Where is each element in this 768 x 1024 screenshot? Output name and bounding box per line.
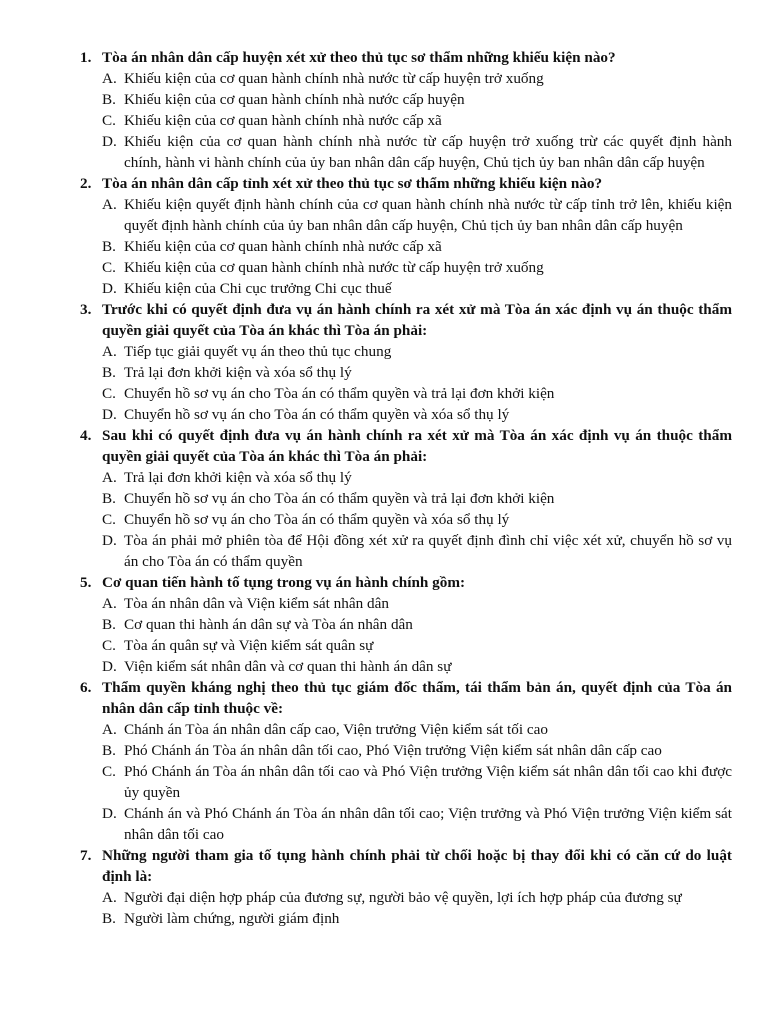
- option-text: Chuyển hồ sơ vụ án cho Tòa án có thẩm quyền và trả lại đơn khởi kiện: [124, 490, 555, 507]
- option-letter: B.: [102, 91, 116, 108]
- option-text: Phó Chánh án Tòa án nhân dân tối cao, Phó Viện trưởng Viện kiểm sát nhân dân cấp cao: [124, 742, 662, 759]
- answer-option: [80, 719, 732, 740]
- question-heading: [80, 845, 732, 887]
- option-text: Cơ quan thi hành án dân sự và Tòa án nhân dân: [124, 616, 413, 633]
- option-text: Tòa án quân sự và Viện kiểm sát quân sự: [124, 637, 374, 654]
- option-letter: D.: [102, 280, 117, 297]
- answer-option: [80, 278, 732, 299]
- option-text: Chánh án và Phó Chánh án Tòa án nhân dân tối cao; Viện trưởng và Phó Viện trưởng Viện kiểm sát nhân dân tối cao: [124, 805, 732, 843]
- question-1: [80, 47, 732, 173]
- option-letter: B.: [102, 238, 116, 255]
- option-text: Phó Chánh án Tòa án nhân dân tối cao và Phó Viện trưởng Viện kiểm sát nhân dân tối cao khi được ủy quyền: [124, 763, 732, 801]
- question-3: [80, 299, 732, 425]
- option-text: Chuyển hồ sơ vụ án cho Tòa án có thẩm quyền và xóa sổ thụ lý: [124, 511, 510, 528]
- question-text: Tòa án nhân dân cấp huyện xét xử theo thủ tục sơ thẩm những khiếu kiện nào?: [102, 49, 616, 66]
- answer-option: [80, 383, 732, 404]
- option-text: Chuyển hồ sơ vụ án cho Tòa án có thẩm quyền và xóa sổ thụ lý: [124, 406, 510, 423]
- option-letter: D.: [102, 406, 117, 423]
- answer-option: [80, 362, 732, 383]
- question-2: [80, 173, 732, 299]
- option-text: Viện kiểm sát nhân dân và cơ quan thi hành án dân sự: [124, 658, 452, 675]
- option-letter: C.: [102, 112, 116, 129]
- option-text: Khiếu kiện của cơ quan hành chính nhà nước từ cấp huyện trở xuống trừ các quyết định hành chính, hành vi hành chính của ủy ban nhân dân cấp huyện, Chủ tịch ủy ban nhân dân cấp huyện: [124, 133, 732, 171]
- answer-options: [80, 593, 732, 677]
- question-text: Những người tham gia tố tụng hành chính phải từ chối hoặc bị thay đổi khi có căn cứ do luật định là:: [102, 847, 732, 885]
- question-heading: [80, 47, 732, 68]
- option-text: Khiếu kiện của cơ quan hành chính nhà nước cấp xã: [124, 112, 442, 129]
- answer-option: [80, 488, 732, 509]
- option-text: Tiếp tục giải quyết vụ án theo thủ tục chung: [124, 343, 392, 360]
- option-letter: A.: [102, 469, 117, 486]
- option-text: Người đại diện hợp pháp của đương sự, người bảo vệ quyền, lợi ích hợp pháp của đương sự: [124, 889, 682, 906]
- question-text: Thẩm quyền kháng nghị theo thủ tục giám đốc thẩm, tái thẩm bản án, quyết định của Tòa án nhân dân cấp tỉnh thuộc về:: [102, 679, 732, 717]
- option-letter: B.: [102, 742, 116, 759]
- option-text: Chuyển hồ sơ vụ án cho Tòa án có thẩm quyền và trả lại đơn khởi kiện: [124, 385, 555, 402]
- option-letter: B.: [102, 364, 116, 381]
- answer-option: [80, 887, 732, 908]
- question-text: Tòa án nhân dân cấp tỉnh xét xử theo thủ tục sơ thẩm những khiếu kiện nào?: [102, 175, 603, 192]
- answer-option: [80, 194, 732, 236]
- option-letter: A.: [102, 889, 117, 906]
- question-number: 7.: [80, 847, 92, 864]
- option-letter: B.: [102, 910, 116, 927]
- option-text: Chánh án Tòa án nhân dân cấp cao, Viện trưởng Viện kiểm sát tối cao: [124, 721, 548, 738]
- question-heading: [80, 572, 732, 593]
- question-heading: [80, 173, 732, 194]
- answer-options: [80, 719, 732, 845]
- answer-option: [80, 530, 732, 572]
- answer-option: [80, 236, 732, 257]
- answer-option: [80, 656, 732, 677]
- question-heading: [80, 425, 732, 467]
- option-letter: C.: [102, 385, 116, 402]
- option-letter: A.: [102, 595, 117, 612]
- question-4: [80, 425, 732, 572]
- question-text: Trước khi có quyết định đưa vụ án hành chính ra xét xử mà Tòa án xác định vụ án thuộc thẩm quyền giải quyết của Tòa án khác thì Tòa án phải:: [102, 301, 732, 339]
- option-text: Khiếu kiện của cơ quan hành chính nhà nước từ cấp huyện trở xuống: [124, 70, 544, 87]
- answer-option: [80, 908, 732, 929]
- answer-option: [80, 89, 732, 110]
- option-text: Khiếu kiện của Chi cục trưởng Chi cục thuế: [124, 280, 392, 297]
- question-text: Cơ quan tiến hành tố tụng trong vụ án hành chính gồm:: [102, 574, 466, 591]
- question-7: [80, 845, 732, 929]
- option-letter: D.: [102, 532, 117, 549]
- answer-options: [80, 68, 732, 173]
- answer-options: [80, 194, 732, 299]
- option-text: Người làm chứng, người giám định: [124, 910, 340, 927]
- question-text: Sau khi có quyết định đưa vụ án hành chính ra xét xử mà Tòa án xác định vụ án thuộc thẩm quyền giải quyết của Tòa án khác thì Tòa án phải:: [102, 427, 732, 465]
- option-text: Trả lại đơn khởi kiện và xóa sổ thụ lý: [124, 364, 352, 381]
- option-text: Khiếu kiện của cơ quan hành chính nhà nước từ cấp huyện trở xuống: [124, 259, 544, 276]
- option-letter: A.: [102, 196, 117, 213]
- answer-option: [80, 404, 732, 425]
- answer-option: [80, 614, 732, 635]
- question-number: 5.: [80, 574, 92, 591]
- answer-options: [80, 467, 732, 572]
- option-letter: C.: [102, 511, 116, 528]
- option-letter: D.: [102, 658, 117, 675]
- option-letter: C.: [102, 259, 116, 276]
- answer-option: [80, 635, 732, 656]
- answer-option: [80, 257, 732, 278]
- answer-option: [80, 509, 732, 530]
- question-number: 1.: [80, 49, 92, 66]
- question-number: 6.: [80, 679, 92, 696]
- answer-option: [80, 740, 732, 761]
- option-text: Khiếu kiện của cơ quan hành chính nhà nước cấp xã: [124, 238, 442, 255]
- question-6: [80, 677, 732, 845]
- answer-options: [80, 341, 732, 425]
- answer-option: [80, 761, 732, 803]
- answer-option: [80, 131, 732, 173]
- answer-option: [80, 803, 732, 845]
- answer-option: [80, 68, 732, 89]
- option-letter: C.: [102, 637, 116, 654]
- option-letter: A.: [102, 343, 117, 360]
- option-letter: D.: [102, 133, 117, 150]
- question-number: 4.: [80, 427, 92, 444]
- option-letter: D.: [102, 805, 117, 822]
- answer-option: [80, 341, 732, 362]
- question-number: 2.: [80, 175, 92, 192]
- option-text: Trả lại đơn khởi kiện và xóa sổ thụ lý: [124, 469, 352, 486]
- option-text: Khiếu kiện quyết định hành chính của cơ quan hành chính nhà nước từ cấp tỉnh trở lên, khiếu kiện quyết định hành chính của ủy ban nhân dân cấp huyện, Chủ tịch ủy ban nhân dân cấp huyện: [124, 196, 732, 234]
- question-5: [80, 572, 732, 677]
- question-heading: [80, 299, 732, 341]
- option-text: Tòa án phải mở phiên tòa để Hội đồng xét xử ra quyết định đình chỉ việc xét xử, chuyển hồ sơ vụ án cho Tòa án có thẩm quyền: [124, 532, 732, 570]
- option-letter: B.: [102, 616, 116, 633]
- answer-option: [80, 593, 732, 614]
- answer-option: [80, 110, 732, 131]
- option-letter: B.: [102, 490, 116, 507]
- question-heading: [80, 677, 732, 719]
- answer-options: [80, 887, 732, 929]
- option-letter: A.: [102, 721, 117, 738]
- option-text: Tòa án nhân dân và Viện kiểm sát nhân dân: [124, 595, 389, 612]
- option-letter: A.: [102, 70, 117, 87]
- question-number: 3.: [80, 301, 92, 318]
- option-text: Khiếu kiện của cơ quan hành chính nhà nước cấp huyện: [124, 91, 465, 108]
- answer-option: [80, 467, 732, 488]
- option-letter: C.: [102, 763, 116, 780]
